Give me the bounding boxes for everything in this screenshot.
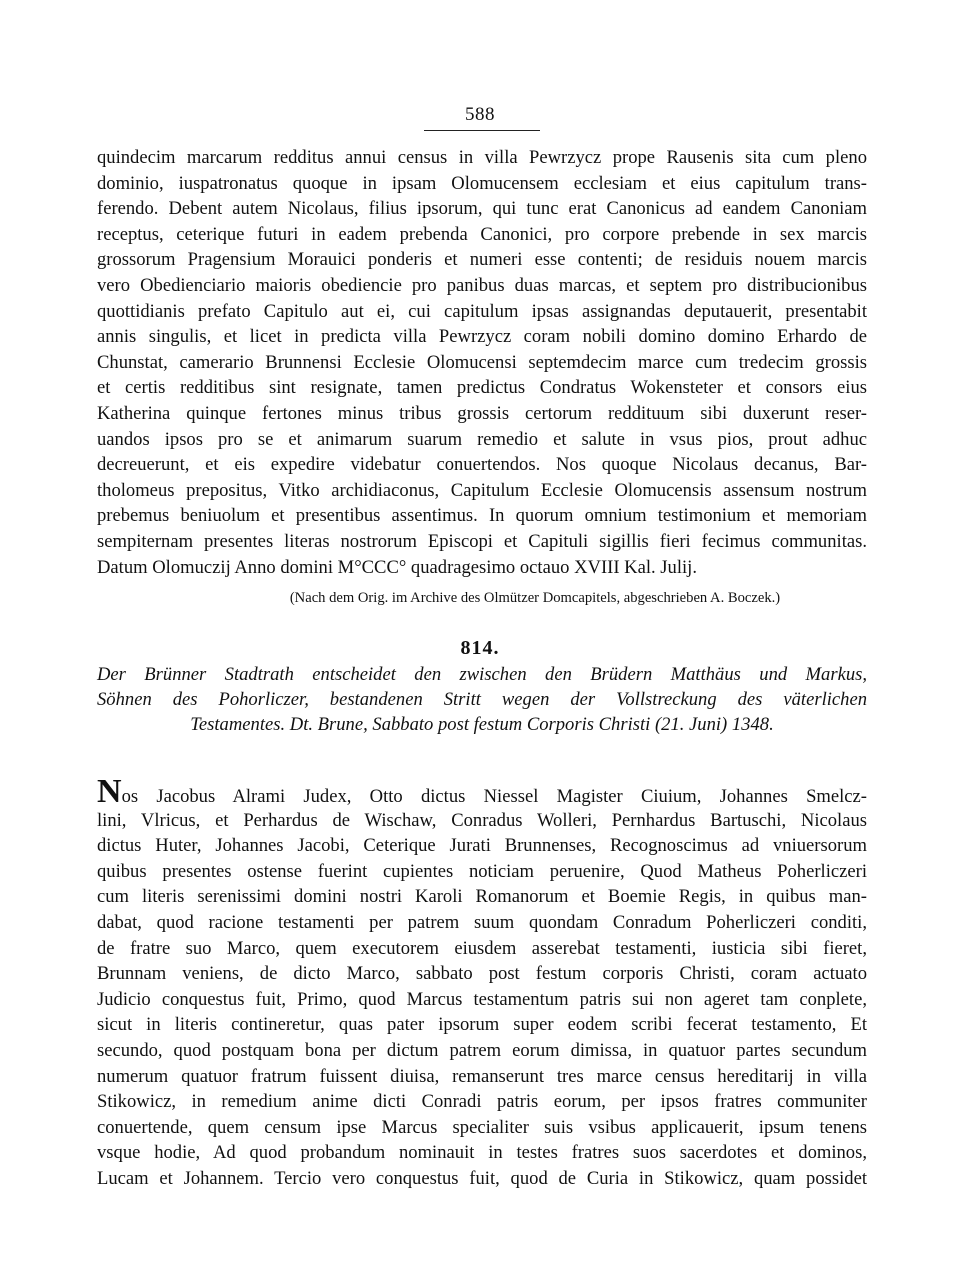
document-number: 814. — [460, 637, 500, 659]
text-line: grossorum Pragensium Morauici ponderis et numeri esse contenti; de residuis nouem marcis — [97, 249, 867, 271]
text-line: cum literis serenissimi domini nostri Karoli Romanorum et Boemie Regis, in quibus man- — [97, 886, 867, 908]
text-line: sicut in literis contineretur, quas pater ipsorum super eodem scribi fecerat testamento, Et — [97, 1014, 867, 1036]
text-line: vero Obedienciario maioris obediencie pro panibus duas marcas, et septem pro distribucionibus — [97, 274, 867, 296]
text-line: dominio, iuspatronatus quoque in ipsam Olomucensem ecclesiam et eius capitulum trans- — [97, 172, 867, 194]
page-number-rule — [424, 130, 540, 131]
text-line: dictus Huter, Johannes Jacobi, Ceterique Jurati Brunnenses, Recognoscimus ad vniuersorum — [97, 835, 867, 857]
text-line: Stikowicz, in remedium anime dicti Conradi patris eorum, per ipsos fratres communiter — [97, 1091, 867, 1113]
text-line: Judicio conquestus fuit, Primo, quod Marcus testamentum patris sui non ageret tam conplete, — [97, 988, 867, 1010]
text-line — [97, 773, 867, 810]
text-line: vsque hodie, Ad quod probandum nominauit in testes fratres suos sacerdotes et dominos, — [97, 1142, 867, 1164]
text-line: secundo, quod postquam bona per dictum patrem eorum dimissa, in quatuor partes secundum — [97, 1039, 867, 1061]
initial-letter: N — [97, 773, 122, 810]
text-line: de fratre suo Marco, quem executorem eiusdem asserebat testamenti, iusticia sibi fieret, — [97, 937, 867, 959]
text-line: conuertende, quem censum ipse Marcus specialiter suis vsibus applicauerit, ipsum tenens — [97, 1116, 867, 1138]
paragraph-1 — [97, 145, 867, 580]
text-line: Katherina quinque fertones minus tribus grossis certorum reddituum sibi duxerunt reser- — [97, 402, 867, 424]
text-line: dabat, quod racione testamenti per patrem suum quondam Conradum Poherliczeri conditi, — [97, 911, 867, 933]
text-line: Brunnam veniens, de dicto Marco, sabbato post festum corporis Christi, coram actuato — [97, 963, 867, 985]
paragraph-2 — [97, 773, 867, 1192]
document-heading — [97, 662, 867, 737]
first-line-rest: os Jacobus Alrami Judex, Otto dictus Niessel Magister Ciuium, Johannes Smelcz- — [121, 786, 867, 807]
text-line: quottidianis prefato Capitulo aut ei, cui capitulum ipsas assignandas deputauerit, presentabit — [97, 300, 867, 322]
text-line: Testamentes. Dt. Brune, Sabbato post festum Corporis Christi (21. Juni) 1348. — [190, 714, 774, 735]
text-line: numerum quatuor fratrum fuissent diuisa, remanserunt tres marce census hereditarij in villa — [97, 1065, 867, 1087]
text-line: quibus presentes ostense fuerint cupientes noticiam peruenire, Quod Matheus Poherliczeri — [97, 860, 867, 882]
source-note: (Nach dem Orig. im Archive des Olmützer Domcapitels, abgeschrieben A. Boczek.) — [289, 590, 781, 606]
text-line: Datum Olomuczij Anno domini M°CCC° quadragesimo octauo XVIII Kal. Julij. — [97, 556, 697, 578]
text-line: Der Brünner Stadtrath entscheidet den zwischen den Brüdern Matthäus und Markus, — [97, 664, 867, 685]
text-line: Lucam et Johannem. Tercio vero conquestus fuit, quod de Curia in Stikowicz, quam possidet — [97, 1167, 867, 1189]
text-line: quindecim marcarum redditus annui census in villa Pewrzycz prope Rausenis sita cum pleno — [97, 147, 867, 168]
text-line: ferendo. Debent autem Nicolaus, filius ipsorum, qui tunc erat Canonicus ad eandem Canoniam — [97, 198, 867, 220]
text-line: Chunstat, camerario Brunnensi Ecclesie Olomucensi septemdecim marce cum tredecim grossis — [97, 351, 867, 373]
text-line: decreuerunt, et eis expedire videbatur conuertendos. Nos quoque Nicolaus decanus, Bar- — [97, 454, 867, 476]
text-line: receptus, ceterique futuri in eadem prebenda Canonici, pro corpore prebende in sex marcis — [97, 223, 867, 245]
text-line: tholomeus prepositus, Vitko archidiaconus, Capitulum Ecclesie Olomucensis assensum nostrum — [97, 479, 867, 501]
text-line: uandos ipsos pro se et animarum suarum remedio et salute in vsus pios, prout adhuc — [97, 428, 867, 450]
text-line: prebemus beniuolum et presentibus assentimus. In quorum omnium testimonium et memoriam — [97, 505, 867, 527]
text-line: annis singulis, et licet in predicta villa Pewrzycz coram nobili domino domino Erhardo de — [97, 326, 867, 348]
text-line: Söhnen des Pohorliczer, bestandenen Stritt wegen der Vollstreckung des väterlichen — [97, 689, 867, 710]
text-line: lini, Vlricus, et Perhardus de Wischaw, Conradus Wolleri, Pernhardus Bartuschi, Nicolaus — [97, 809, 867, 831]
text-line: et certis redditibus sint resignate, tamen predictus Condratus Wokensteter et consors eius — [97, 377, 867, 399]
text-line: sempiternam presentes literas nostrorum Episcopi et Capituli sigillis fieri fecimus communitas. — [97, 530, 867, 552]
page-number: 588 — [465, 104, 495, 125]
